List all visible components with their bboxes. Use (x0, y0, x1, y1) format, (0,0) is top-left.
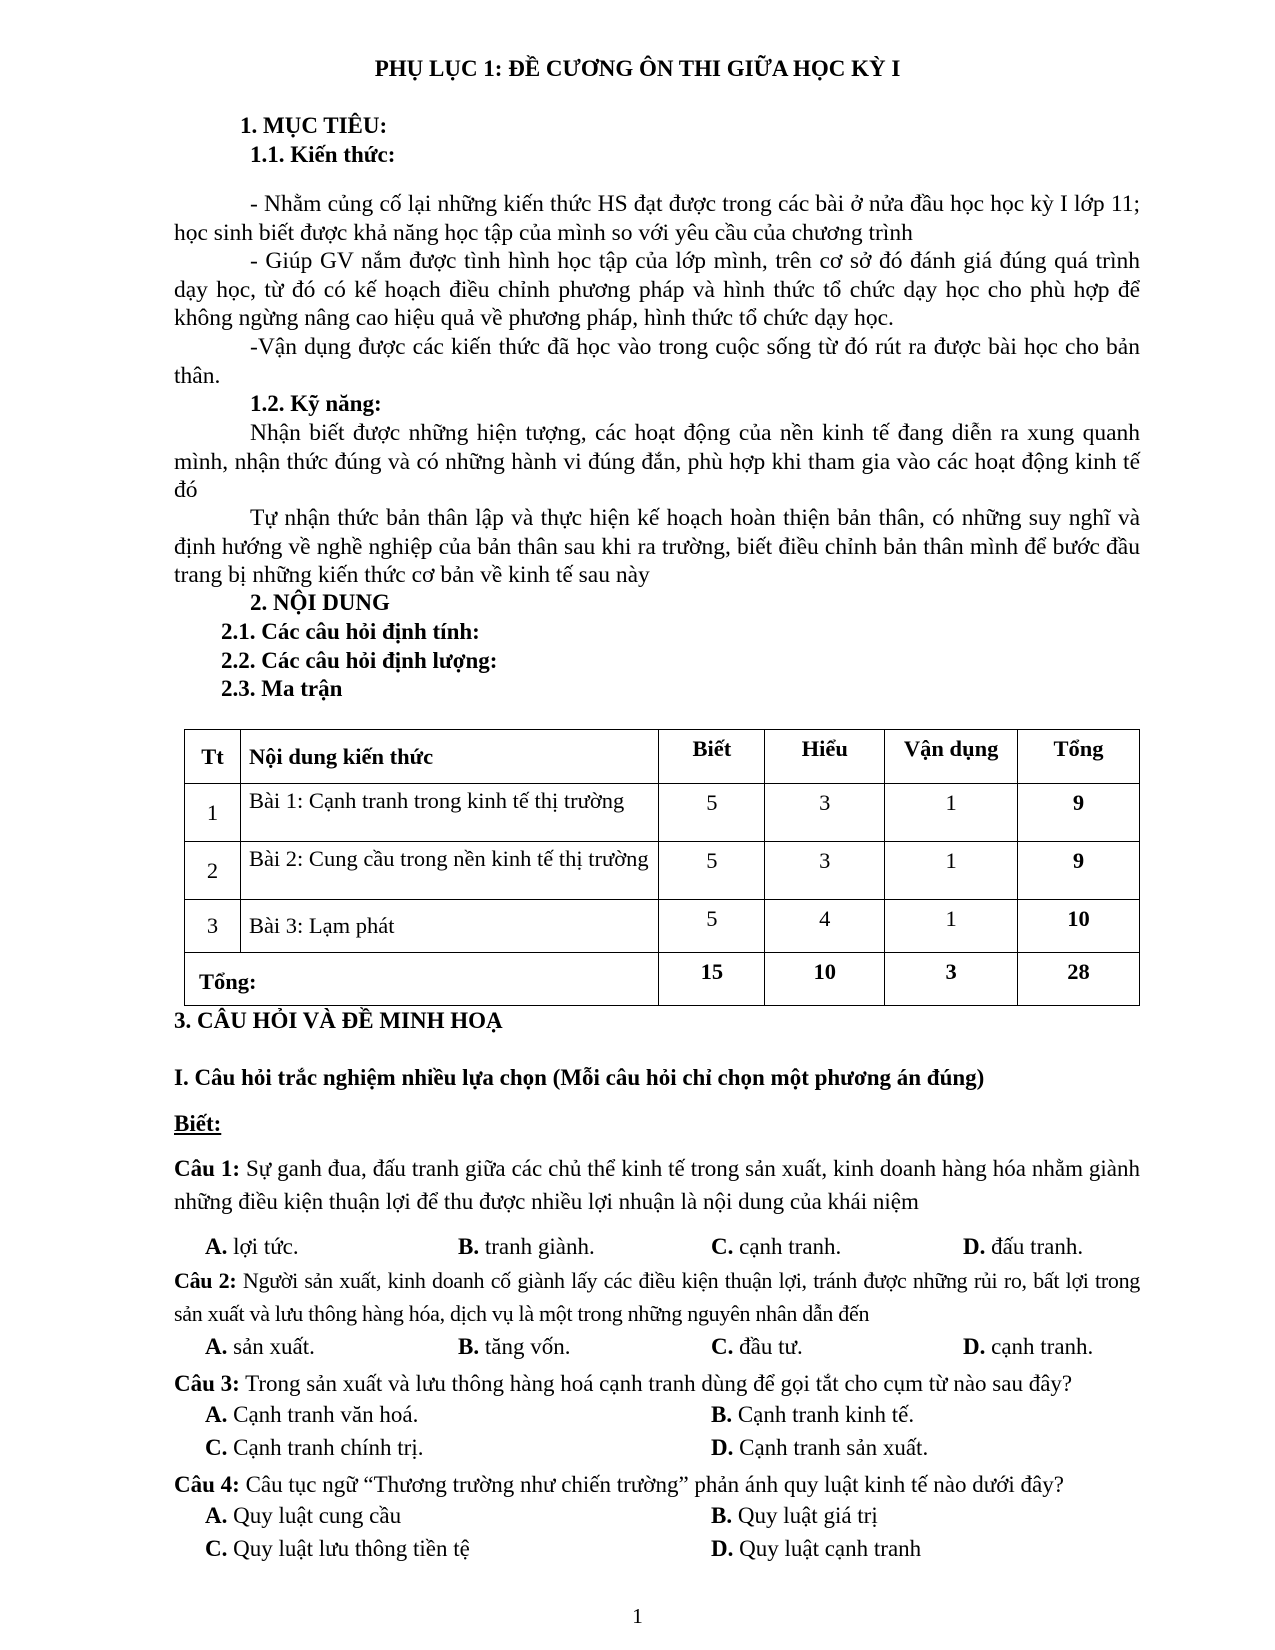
question-text: Người sản xuất, kinh doanh cố giành lấy các điều kiện thuận lợi, tránh được những rủi ro, bất lợi trong sản xuất và lưu thông hàng hóa, dịch vụ là một trong những nguyên nhân dẫn đến (174, 1268, 1140, 1326)
row-van-dung: 1 (885, 842, 1018, 900)
section-1-1-heading: 1.1. Kiến thức: (250, 142, 396, 167)
option-key: A. (205, 1402, 228, 1427)
section-2-1-heading: 2.1. Các câu hỏi định tính: (221, 619, 480, 644)
option-key: C. (711, 1334, 734, 1359)
row-tong: 9 (1018, 784, 1140, 842)
option-key: B. (711, 1503, 733, 1528)
total-biet: 15 (659, 953, 765, 1006)
row-tt: 1 (185, 784, 241, 842)
table-row (185, 842, 1140, 900)
q2-option-c[interactable] (711, 1334, 803, 1360)
question-4 (174, 1468, 1140, 1501)
row-hieu: 3 (765, 784, 885, 842)
row-tt: 2 (185, 842, 241, 900)
q4-option-b[interactable] (711, 1503, 878, 1529)
question-text: Trong sản xuất và lưu thông hàng hoá cạnh tranh dùng để gọi tắt cho cụm từ nào sau đây? (239, 1371, 1073, 1396)
skills-paragraph-2: Tự nhận thức bản thân lập và thực hiện kế hoạch hoàn thiện bản thân, có những suy nghĩ và định hướng về nghề nghiệp của bản thân sau khi ra trường, biết điều chỉnh bản thân mình để bước đầu trang bị những kiến thức cơ bản về kinh tế sau này (174, 505, 1140, 588)
q4-option-d[interactable] (711, 1536, 921, 1562)
q1-option-d[interactable] (963, 1234, 1083, 1260)
option-key: A. (205, 1334, 228, 1359)
table-header-row (185, 730, 1140, 784)
question-label: Câu 4: (174, 1472, 240, 1497)
question-text: Sự ganh đua, đấu tranh giữa các chủ thể kinh tế trong sản xuất, kinh doanh hàng hóa nhằm giành những điều kiện thuận lợi để thu được nhiều lợi nhuận là nội dung của khái niệm (174, 1156, 1141, 1214)
option-text: lợi tức. (227, 1234, 299, 1259)
header-tt: Tt (185, 730, 241, 784)
question-3 (174, 1367, 1140, 1400)
q3-option-d[interactable] (711, 1435, 928, 1461)
option-text: Cạnh tranh văn hoá. (227, 1402, 419, 1427)
row-content: Bài 3: Lạm phát (240, 900, 658, 953)
q1-option-c[interactable] (711, 1234, 841, 1260)
option-text: cạnh tranh. (985, 1334, 1094, 1359)
section-3-heading: 3. CÂU HỎI VÀ ĐỀ MINH HOẠ (174, 1008, 503, 1033)
q3-option-a[interactable] (205, 1402, 418, 1428)
option-key: C. (205, 1435, 228, 1460)
option-key: D. (963, 1234, 986, 1259)
total-hieu: 10 (765, 953, 885, 1006)
row-hieu: 4 (765, 900, 885, 953)
header-biet: Biết (659, 730, 765, 784)
header-content: Nội dung kiến thức (240, 730, 658, 784)
q2-option-b[interactable] (458, 1334, 570, 1360)
option-text: Cạnh tranh sản xuất. (733, 1435, 929, 1460)
row-biet: 5 (659, 900, 765, 953)
row-biet: 5 (659, 842, 765, 900)
option-key: B. (458, 1334, 480, 1359)
row-van-dung: 1 (885, 784, 1018, 842)
header-hieu: Hiểu (765, 730, 885, 784)
row-tong: 10 (1018, 900, 1140, 953)
option-key: D. (711, 1435, 734, 1460)
option-text: Cạnh tranh kinh tế. (732, 1402, 915, 1427)
option-text: Quy luật cung cầu (227, 1503, 402, 1528)
row-tt: 3 (185, 900, 241, 953)
row-content: Bài 2: Cung cầu trong nền kinh tế thị trường (240, 842, 658, 900)
question-text: Câu tục ngữ “Thương trường như chiến trường” phản ánh quy luật kinh tế nào dưới đây? (239, 1472, 1064, 1497)
option-key: B. (458, 1234, 480, 1259)
option-text: Quy luật giá trị (732, 1503, 878, 1528)
option-text: Cạnh tranh chính trị. (227, 1435, 424, 1460)
q2-option-a[interactable] (205, 1334, 315, 1360)
option-key: C. (205, 1536, 228, 1561)
knowledge-paragraph-1: - Nhằm củng cố lại những kiến thức HS đạt được trong các bài ở nửa đầu học học kỳ I lớp 11; học sinh biết được khả năng học tập của mình so với yêu cầu của chương trình (174, 191, 1140, 246)
q1-option-b[interactable] (458, 1234, 595, 1260)
option-text: sản xuất. (227, 1334, 315, 1359)
total-tong: 28 (1018, 953, 1140, 1006)
option-text: tăng vốn. (479, 1334, 571, 1359)
table-row (185, 784, 1140, 842)
q3-option-b[interactable] (711, 1402, 914, 1428)
question-label: Câu 2: (174, 1268, 237, 1293)
option-text: cạnh tranh. (733, 1234, 842, 1259)
option-key: D. (711, 1536, 734, 1561)
row-tong: 9 (1018, 842, 1140, 900)
q1-option-a[interactable] (205, 1234, 299, 1260)
q3-option-c[interactable] (205, 1435, 423, 1461)
option-text: Quy luật cạnh tranh (733, 1536, 922, 1561)
question-label: Câu 1: (174, 1156, 241, 1181)
row-biet: 5 (659, 784, 765, 842)
option-key: A. (205, 1503, 228, 1528)
option-text: đầu tư. (733, 1334, 803, 1359)
q4-option-a[interactable] (205, 1503, 401, 1529)
q2-option-d[interactable] (963, 1334, 1093, 1360)
option-text: Quy luật lưu thông tiền tệ (227, 1536, 470, 1561)
knowledge-paragraph-2: - Giúp GV nắm được tình hình học tập của lớp mình, trên cơ sở đó đánh giá đúng quá trình dạy học, từ đó có kế hoạch điều chỉnh phương pháp và hình thức tổ chức dạy học cho phù hợp để không ngừng nâng cao hiệu quả về phương pháp, hình thức tổ chức dạy học. (174, 248, 1140, 331)
section-2-heading: 2. NỘI DUNG (250, 590, 390, 615)
row-hieu: 3 (765, 842, 885, 900)
section-1-heading: 1. MỤC TIÊU: (240, 113, 388, 138)
option-text: tranh giành. (479, 1234, 595, 1259)
option-key: A. (205, 1234, 228, 1259)
option-key: D. (963, 1334, 986, 1359)
page-number: 1 (632, 1604, 643, 1628)
section-2-2-heading: 2.2. Các câu hỏi định lượng: (221, 648, 498, 673)
level-heading: Biết: (174, 1111, 222, 1136)
question-label: Câu 3: (174, 1371, 240, 1396)
header-van-dung: Vận dụng (885, 730, 1018, 784)
total-label: Tổng: (185, 953, 659, 1006)
matrix-table (184, 729, 1140, 1006)
question-1 (174, 1152, 1140, 1218)
part-1-heading: I. Câu hỏi trắc nghiệm nhiều lựa chọn (Mỗi câu hỏi chỉ chọn một phương án đúng) (174, 1065, 985, 1090)
option-text: đấu tranh. (985, 1234, 1084, 1259)
row-van-dung: 1 (885, 900, 1018, 953)
table-total-row (185, 953, 1140, 1006)
row-content: Bài 1: Cạnh tranh trong kinh tế thị trường (240, 784, 658, 842)
option-key: B. (711, 1402, 733, 1427)
question-2 (174, 1264, 1140, 1330)
option-key: C. (711, 1234, 734, 1259)
table-row (185, 900, 1140, 953)
knowledge-paragraph-3: -Vận dụng được các kiến thức đã học vào trong cuộc sống từ đó rút ra được bài học cho bản thân. (174, 334, 1140, 389)
header-tong: Tổng (1018, 730, 1140, 784)
skills-paragraph-1: Nhận biết được những hiện tượng, các hoạt động của nền kinh tế đang diễn ra xung quanh mình, nhận thức đúng và có những hành vi đúng đắn, phù hợp khi tham gia vào các hoạt động kinh tế đó (174, 420, 1140, 503)
page-title: PHỤ LỤC 1: ĐỀ CƯƠNG ÔN THI GIỮA HỌC KỲ I (374, 56, 901, 81)
q4-option-c[interactable] (205, 1536, 470, 1562)
section-1-2-heading: 1.2. Kỹ năng: (250, 391, 382, 416)
section-2-3-heading: 2.3. Ma trận (221, 676, 343, 701)
total-van-dung: 3 (885, 953, 1018, 1006)
